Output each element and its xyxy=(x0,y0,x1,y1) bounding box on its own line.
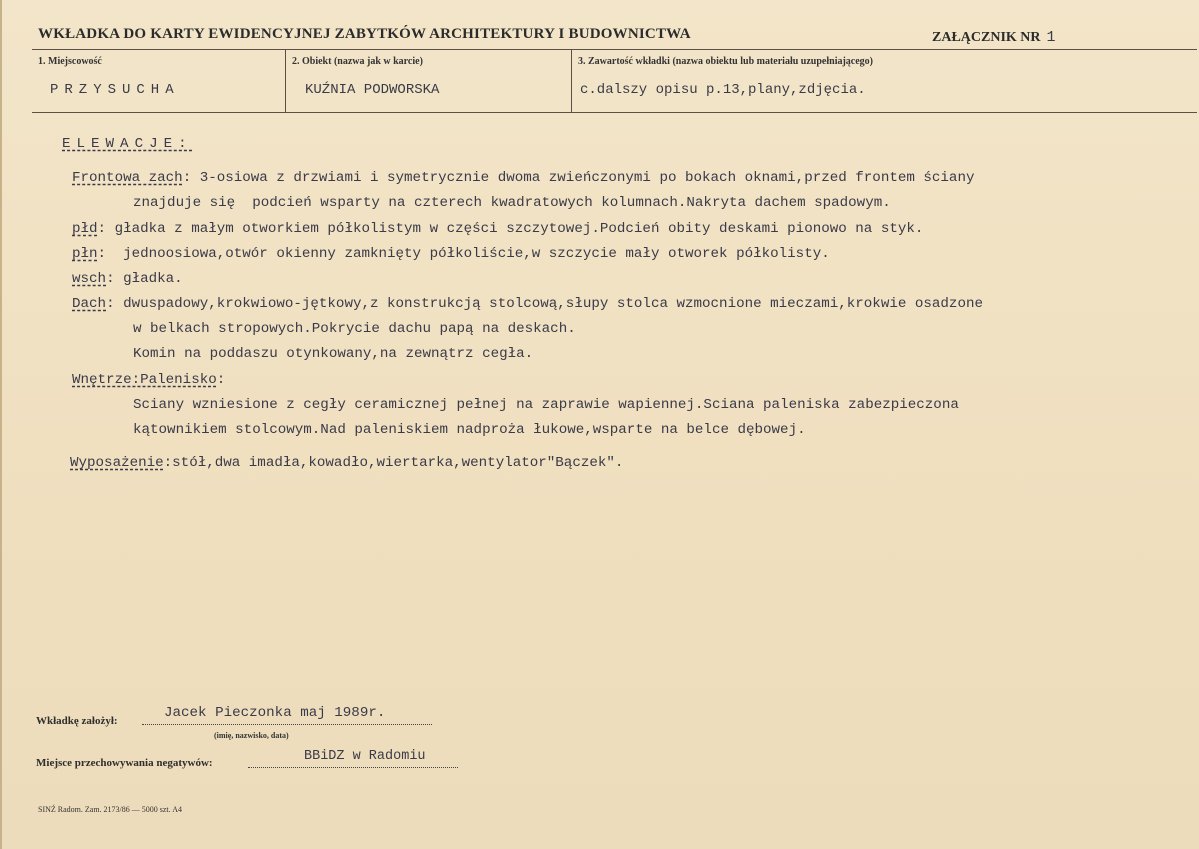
north-elevation-label: płn xyxy=(72,246,98,262)
interior-colon: : xyxy=(216,372,226,388)
north-elevation-line xyxy=(72,246,830,262)
object-value: KUŹNIA PODWORSKA xyxy=(305,82,440,98)
equipment-text: :stół,dwa imadła,kowadło,wiertarka,wentylator"Bączek". xyxy=(163,455,624,471)
document-title: WKŁADKA DO KARTY EWIDENCYJNEJ ZABYTKÓW ARCHITEKTURY I BUDOWNICTWA xyxy=(38,26,691,42)
roof-text: : dwuspadowy,krokwiowo-jętkowy,z konstrukcją stolcową,słupy stolca wzmocnione mieczami,krokwie osadzone xyxy=(106,296,983,312)
equipment-label: Wyposażenie xyxy=(70,455,164,471)
header-rule-top xyxy=(32,49,1197,50)
east-elevation-label: wsch xyxy=(72,271,107,287)
annex-number: 1 xyxy=(1046,29,1056,46)
author-value: Jacek Pieczonka maj 1989r. xyxy=(164,705,386,721)
section-heading: ELEWACJE: xyxy=(62,136,193,152)
object-label: 2. Obiekt (nazwa jak w karcie) xyxy=(292,56,423,67)
locality-value: PRZYSUCHA xyxy=(50,82,180,98)
front-elevation-text: : 3-osiowa z drzwiami i symetrycznie dwoma zwieńczonymi po bokach oknami,przed frontem ściany xyxy=(182,170,975,186)
roof-line-2: w belkach stropowych.Pokrycie dachu papą na deskach. xyxy=(133,321,576,337)
contents-value: c.dalszy opisu p.13,plany,zdjęcia. xyxy=(580,82,866,98)
east-elevation-line xyxy=(72,271,183,287)
print-note: SINŹ Radom. Zam. 2173/86 — 5000 szt. A4 xyxy=(38,805,182,814)
south-elevation-label: płd xyxy=(72,221,98,237)
storage-dotted-line xyxy=(248,767,458,768)
interior-line-1: Sciany wzniesione z cegły ceramicznej pełnej na zaprawie wapiennej.Sciana paleniska zabezpieczona xyxy=(133,397,959,413)
column-divider-2 xyxy=(571,49,572,112)
roof-label: Dach xyxy=(72,296,107,312)
front-elevation-label: Frontowa zach xyxy=(72,170,183,186)
north-elevation-text: : jednoosiowa,otwór okienny zamknięty półkoliście,w szczycie mały otworek półkolisty. xyxy=(97,246,830,262)
contents-label: 3. Zawartość wkładki (nazwa obiektu lub materiału uzupełniającego) xyxy=(578,56,874,67)
south-elevation-line xyxy=(72,221,923,237)
annex-label xyxy=(932,29,1056,46)
interior-heading-line xyxy=(72,372,225,388)
east-elevation-text: : gładka. xyxy=(106,271,183,287)
interior-line-2: kątownikiem stolcowym.Nad paleniskiem nadproża łukowe,wsparte na belce dębowej. xyxy=(133,422,806,438)
header-rule-bottom xyxy=(32,112,1197,113)
author-hint: (imię, nazwisko, data) xyxy=(214,731,289,740)
roof-line-1 xyxy=(72,296,983,312)
column-divider-1 xyxy=(285,49,286,112)
author-dotted-line xyxy=(142,724,432,725)
front-elevation-line-2: znajduje się podcień wsparty na czterech kwadratowych kolumnach.Nakryta dachem spadowym. xyxy=(133,195,891,211)
author-label: Wkładkę założył: xyxy=(36,715,118,727)
storage-value: BBiDZ w Radomiu xyxy=(304,749,426,764)
equipment-line xyxy=(70,455,623,471)
roof-line-3: Komin na poddaszu otynkowany,na zewnątrz cegła. xyxy=(133,346,534,362)
annex-label-text: ZAŁĄCZNIK NR xyxy=(932,30,1041,45)
south-elevation-text: : gładka z małym otworkiem półkolistym w części szczytowej.Podcień obity deskami pionowo na styk. xyxy=(97,221,924,237)
interior-label: Wnętrze:Palenisko xyxy=(72,372,217,388)
front-elevation-line-1 xyxy=(72,170,974,186)
locality-label: 1. Miejscowość xyxy=(38,56,102,67)
storage-label: Miejsce przechowywania negatywów: xyxy=(36,757,213,769)
